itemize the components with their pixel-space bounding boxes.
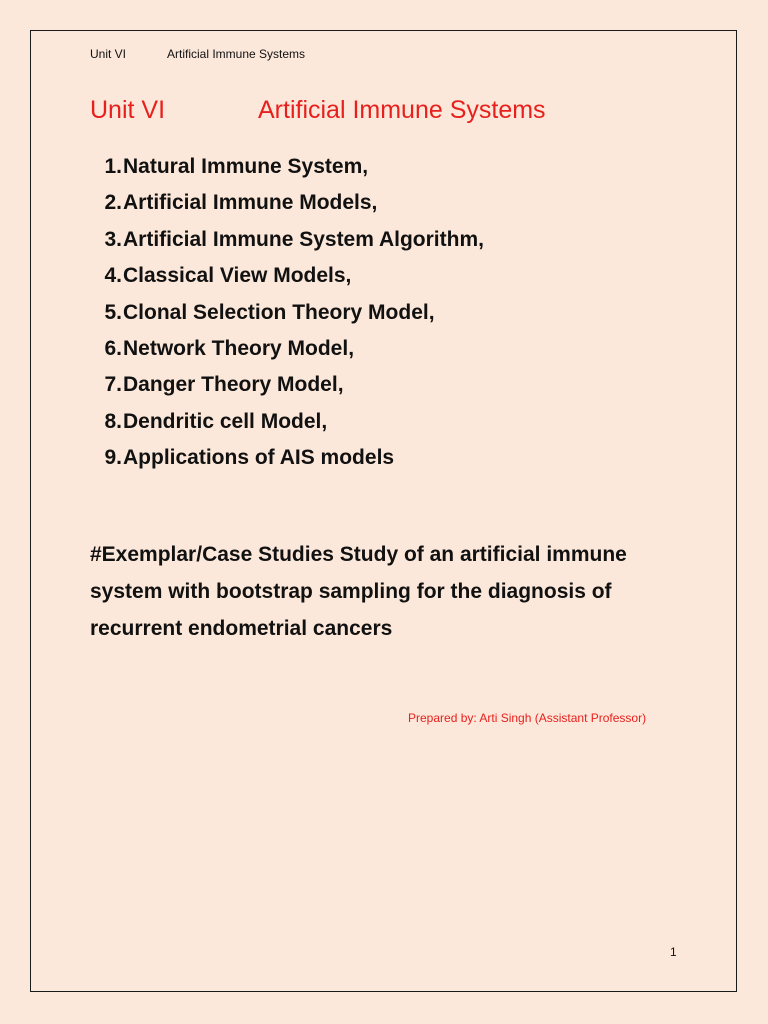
list-item: [96, 367, 484, 403]
list-item-text: Network Theory Model,: [123, 336, 355, 360]
list-item-number: 5.: [104, 300, 122, 324]
list-item-number: 7.: [104, 373, 122, 397]
list-item: [96, 258, 484, 294]
list-item: [96, 404, 484, 440]
list-item-number: 1.: [104, 155, 122, 178]
running-header-unit: Unit VI: [90, 47, 127, 61]
running-header-subject: Artificial Immune Systems: [167, 47, 306, 61]
list-item-number: 8.: [104, 409, 122, 433]
list-item: [96, 222, 484, 258]
list-item-number: 9.: [104, 446, 122, 470]
list-item: [96, 331, 484, 367]
list-item-text: Danger Theory Model,: [123, 373, 344, 397]
running-header: [90, 47, 305, 61]
list-item-number: 2.: [104, 191, 122, 215]
list-item-number: 4.: [104, 264, 122, 288]
list-item-text: Artificial Immune Models,: [123, 191, 378, 215]
list-item: [96, 295, 484, 331]
list-item-text: Artificial Immune System Algorithm,: [123, 227, 484, 251]
page-number: 1: [670, 945, 677, 959]
list-item-text: Applications of AIS models: [123, 446, 395, 470]
list-item-number: 3.: [104, 227, 122, 251]
list-item-text: Natural Immune System,: [123, 155, 369, 178]
list-item-text: Dendritic cell Model,: [123, 409, 328, 433]
page-title-subject: Artificial Immune Systems: [258, 96, 546, 124]
list-item: [96, 149, 484, 185]
list-item-number: 6.: [104, 336, 122, 360]
page-title-unit: Unit VI: [90, 96, 166, 124]
list-item: [96, 185, 484, 221]
case-study-paragraph: #Exemplar/Case Studies Study of an artificial immune system with bootstrap sampling for the diagnosis of recurrent endometrial cancers: [90, 543, 627, 640]
page-title: [90, 96, 546, 125]
list-item-text: Clonal Selection Theory Model,: [123, 300, 435, 324]
topic-list: [96, 149, 484, 477]
list-item-text: Classical View Models,: [123, 264, 352, 288]
list-item: [96, 440, 484, 476]
prepared-by-credit: Prepared by: Arti Singh (Assistant Professor): [408, 711, 647, 725]
